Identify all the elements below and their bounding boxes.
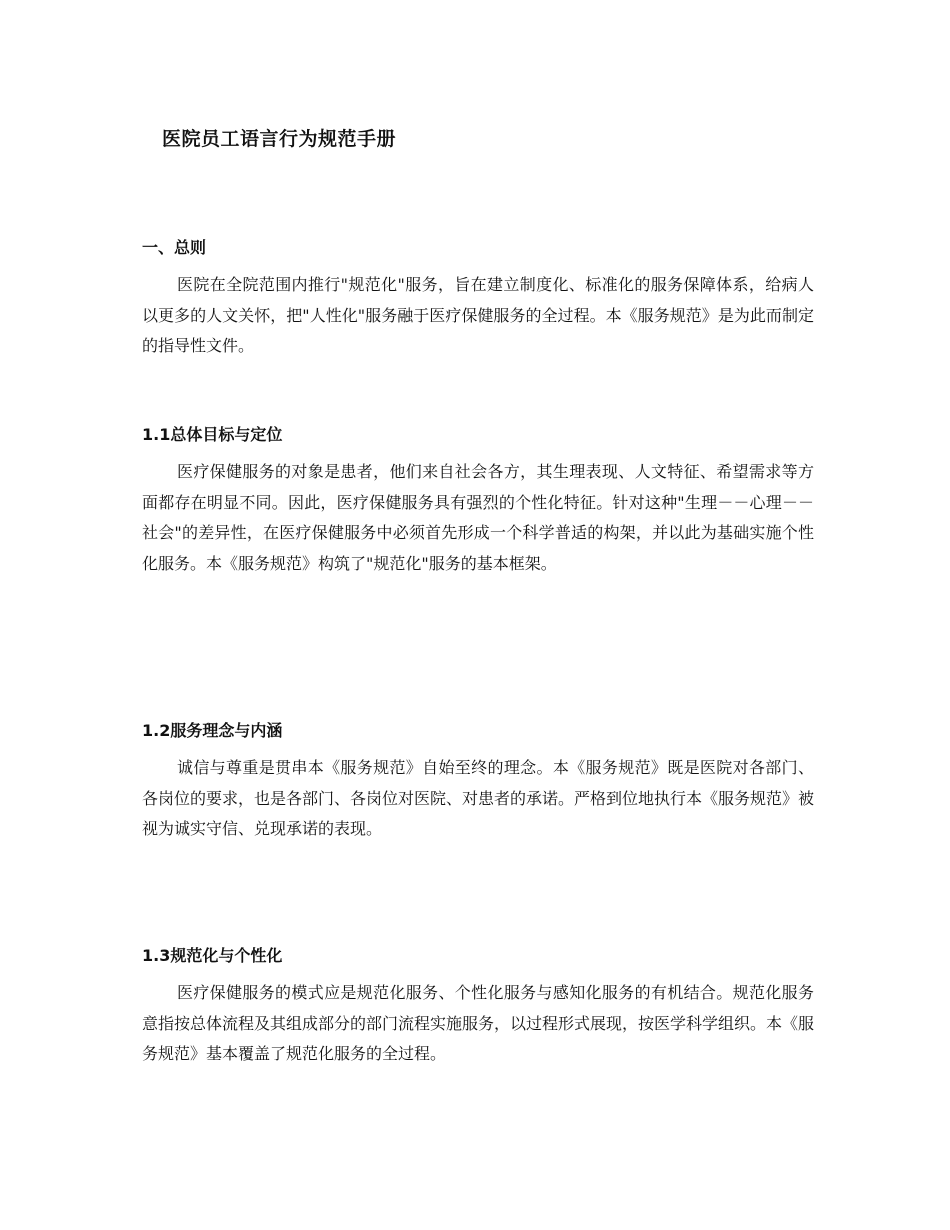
section-general [142, 234, 814, 362]
section-philosophy [142, 717, 814, 845]
section-goals [142, 421, 814, 579]
section-body: 医疗保健服务的模式应是规范化服务、个性化服务与感知化服务的有机结合。规范化服务意指按总体流程及其组成部分的部门流程实施服务，以过程形式展现，按医学科学组织。本《服务规范》基本覆盖了规范化服务的全过程。 [142, 983, 815, 1063]
document-title: 医院员工语言行为规范手册 [162, 128, 397, 150]
section-body: 诚信与尊重是贯串本《服务规范》自始至终的理念。本《服务规范》既是医院对各部门、各岗位的要求，也是各部门、各岗位对医院、对患者的承诺。严格到位地执行本《服务规范》被视为诚实守信、兑现承诺的表现。 [142, 758, 815, 838]
section-heading: 1.3规范化与个性化 [142, 946, 283, 965]
section-body: 医院在全院范围内推行"规范化"服务，旨在建立制度化、标准化的服务保障体系，给病人以更多的人文关怀，把"人性化"服务融于医疗保健服务的全过程。本《服务规范》是为此而制定的指导性文件。 [142, 275, 814, 355]
section-heading: 一、总则 [142, 238, 207, 257]
section-heading: 1.2服务理念与内涵 [142, 721, 283, 740]
section-body: 医疗保健服务的对象是患者，他们来自社会各方，其生理表现、人文特征、希望需求等方面都存在明显不同。因此，医疗保健服务具有强烈的个性化特征。针对这种"生理－－心理－－社会"的差异性，在医疗保健服务中必须首先形成一个科学普适的构架，并以此为基础实施个性化服务。本《服务规范》构筑了"规范化"服务的基本框架。 [142, 462, 814, 573]
section-standardization [142, 942, 814, 1070]
section-heading: 1.1总体目标与定位 [142, 425, 283, 444]
